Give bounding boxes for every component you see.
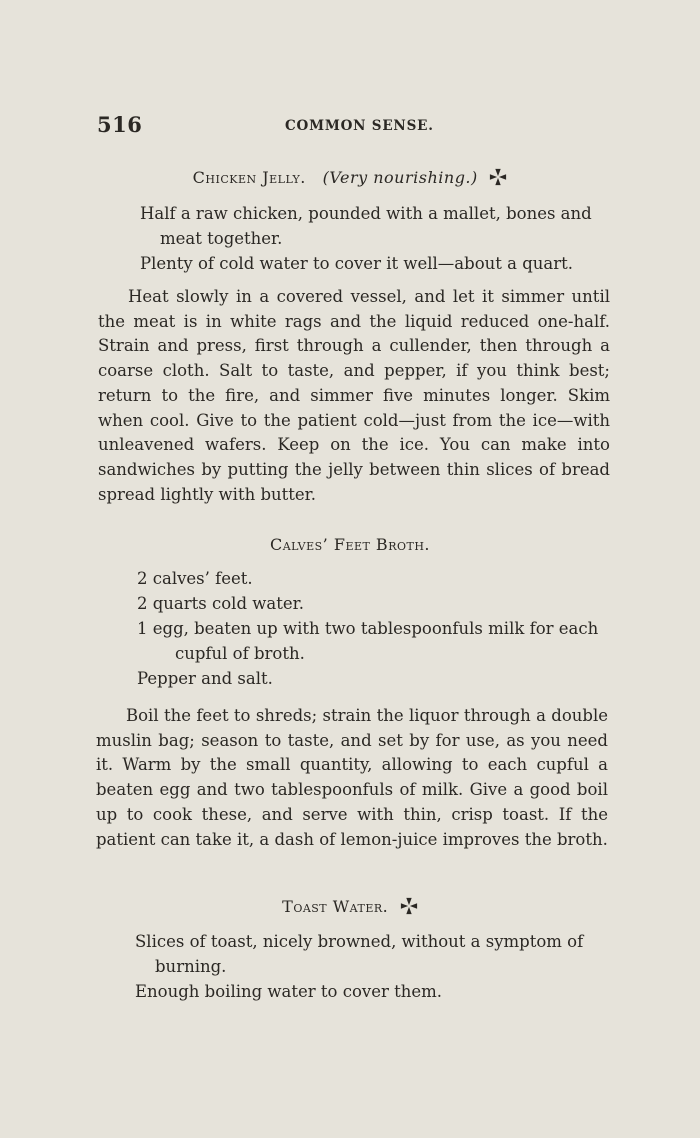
page-header (0, 112, 700, 142)
ingredient-line: 2 quarts cold water. (137, 594, 304, 613)
running-head: COMMON SENSE. (285, 118, 434, 134)
ingredient-line: Enough boiling water to cover them. (135, 982, 443, 1001)
ingredient-line: 2 calves’ feet. (137, 569, 253, 588)
directions-paragraph (98, 285, 610, 507)
ingredient-list (137, 566, 598, 691)
ingredient-line: Pepper and salt. (137, 669, 273, 688)
recipe-title: Toast Water. (282, 897, 389, 916)
recipe-title: Calves’ Feet Broth. (269, 535, 431, 554)
recipe-note: (Very nourishing.) (322, 168, 478, 187)
ingredient-line: 1 egg, beaten up with two tablespoonfuls milk for each (137, 619, 599, 638)
directions-paragraph (96, 704, 608, 852)
maltese-cross-icon (489, 168, 507, 186)
recipe-title-toast-water (0, 897, 700, 916)
recipe-title: Chicken Jelly. (192, 168, 306, 187)
recipe-title-calves-feet-broth (0, 535, 700, 554)
ingredient-line: burning. (155, 957, 227, 976)
page-number: 516 (97, 112, 143, 137)
recipe-title-chicken-jelly (0, 168, 700, 187)
ingredient-line: Slices of toast, nicely browned, without a symptom of (135, 932, 584, 951)
ingredient-line: Plenty of cold water to cover it well—about a quart. (140, 254, 574, 273)
maltese-cross-icon (400, 897, 418, 915)
directions-text: Boil the feet to shreds; strain the liquor through a double muslin bag; season to taste, and set by for use, as you need it. Warm by the small quantity, allowing to each cupful a beaten egg and two tablespoonfuls of milk. Give a good boil up to cook these, and serve with thin, crisp toast. If the patient can take it, a dash of lemon-juice improves the broth. (96, 706, 608, 849)
ingredient-list (135, 929, 583, 1004)
ingredient-line: cupful of broth. (175, 644, 305, 663)
ingredient-list (140, 201, 592, 276)
directions-text: Heat slowly in a covered vessel, and let it simmer until the meat is in white rags and the liquid reduced one-half. Strain and press, first through a cullender, then through a coarse cloth. Salt to taste, and pepper, if you think best; return to the fire, and simmer five minutes longer. Skim when cool. Give to the patient cold—just from the ice—with unleavened wafers. Keep on the ice. You can make into sandwiches by putting the jelly between thin slices of bread spread lightly with butter. (98, 287, 610, 504)
ingredient-line: Half a raw chicken, pounded with a mallet, bones and (140, 204, 592, 223)
ingredient-line: meat together. (160, 229, 283, 248)
